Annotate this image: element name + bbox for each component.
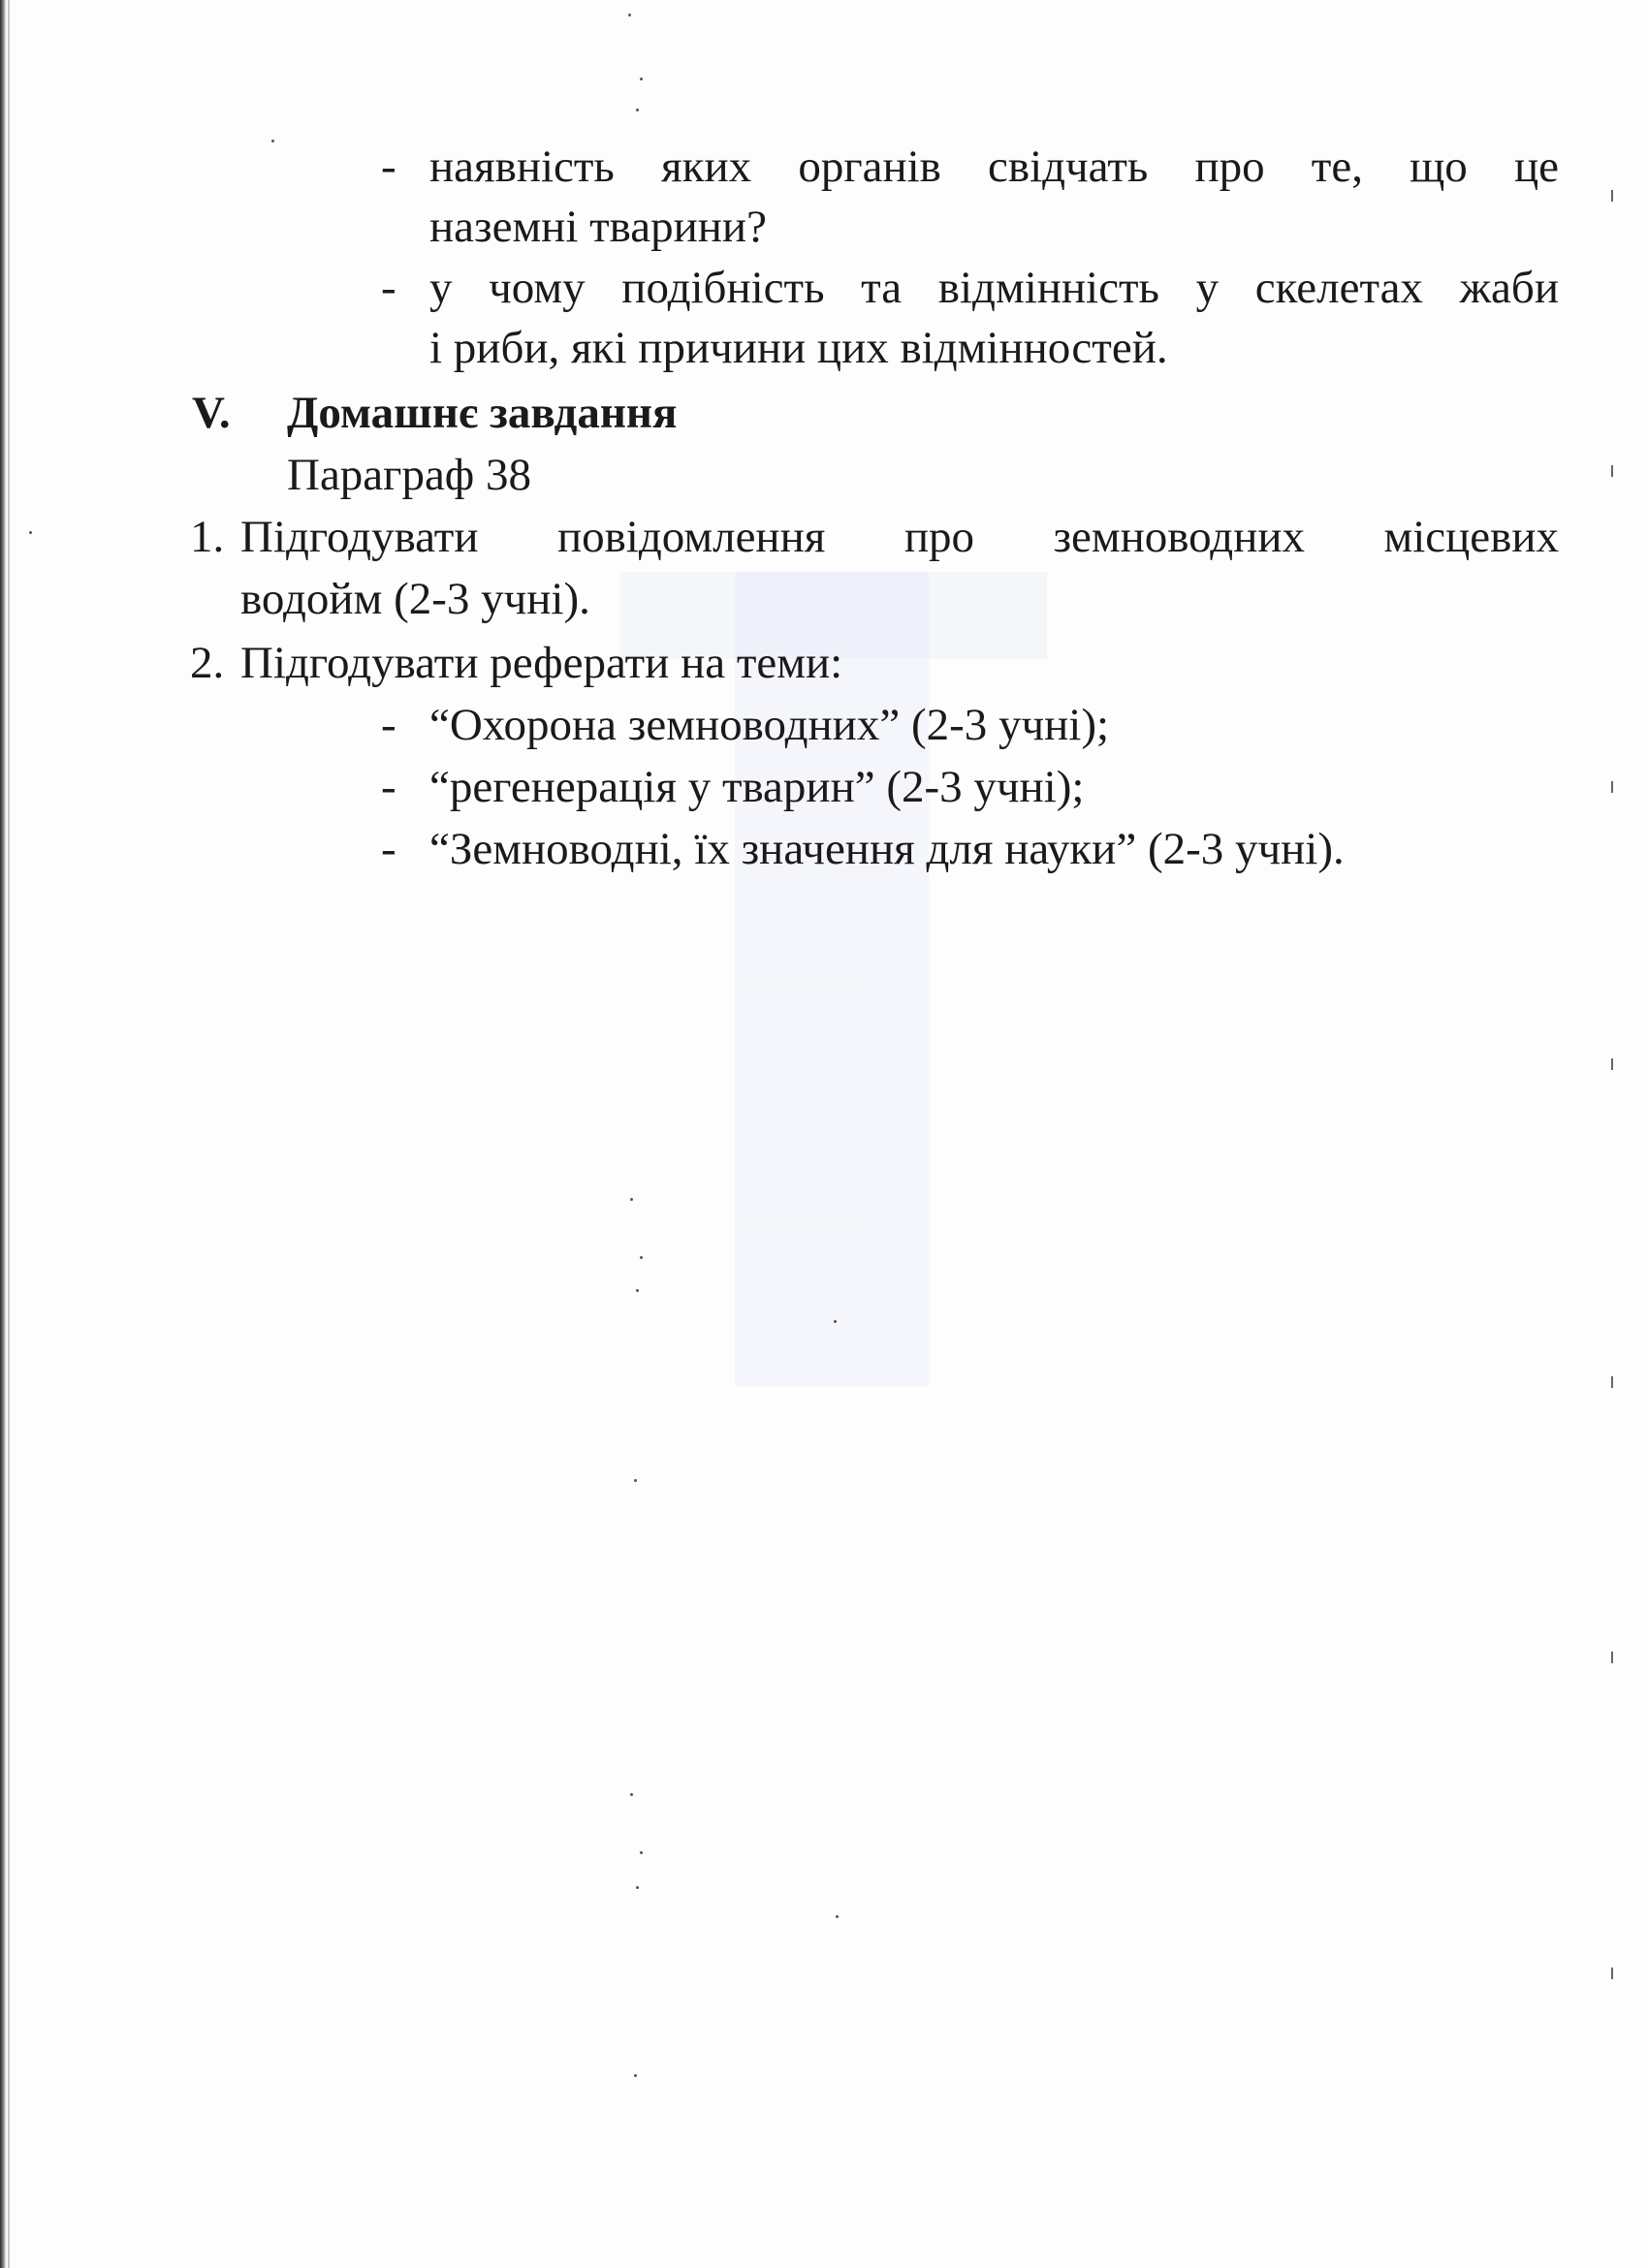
bullet-dash: - [381, 142, 396, 192]
bullet-dash: - [381, 824, 396, 874]
scan-speck [640, 78, 643, 80]
question-2-line-1: у чому подібність та відмінність у скелетах жаби [429, 263, 1559, 313]
scan-speck [636, 1886, 639, 1889]
scan-edge-tick [1611, 1058, 1613, 1070]
question-1-line-1: наявність яких органів свідчать про те, що це [429, 142, 1559, 192]
bullet-dash: - [381, 700, 396, 750]
scan-edge-tick [1611, 465, 1613, 477]
scan-speck [834, 1320, 837, 1323]
scan-speck [630, 1793, 633, 1796]
item-1-line-2: водойм (2-3 учні). [240, 574, 590, 624]
scan-edge-tick [1611, 1376, 1613, 1388]
scan-speck [636, 1289, 639, 1292]
question-2-line-2: і риби, які причини цих відмінностей. [429, 323, 1168, 373]
page-left-edge-shadow [0, 0, 6, 2268]
scan-speck [271, 140, 274, 142]
section-title: Домашнє завдання [287, 388, 678, 438]
scan-speck [836, 1915, 839, 1918]
scan-edge-tick [1611, 1652, 1613, 1663]
scan-speck [640, 1851, 643, 1854]
topic-1: “Охорона земноводних” (2-3 учні); [429, 700, 1110, 750]
scan-speck [636, 109, 639, 111]
paragraph-reference: Параграф 38 [287, 450, 532, 500]
item-2-line-1: Підгодувати реферати на теми: [240, 638, 843, 688]
topic-3: “Земноводні, їх значення для науки” (2-3 учні). [429, 824, 1345, 874]
item-1-number: 1. [190, 512, 225, 562]
scan-edge-tick [1611, 1968, 1613, 1979]
scan-speck [634, 2074, 637, 2077]
scan-speck [628, 14, 631, 16]
scan-speck [630, 1198, 633, 1201]
scan-speck [29, 531, 32, 534]
topic-2: “регенерація у тварин” (2-3 учні); [429, 762, 1085, 812]
item-1-line-1: Підгодувати повідомлення про земноводних місцевих [240, 512, 1559, 562]
scan-edge-tick [1611, 781, 1613, 793]
page-left-edge-line [8, 0, 10, 2268]
section-numeral: V. [192, 388, 231, 438]
bullet-dash: - [381, 762, 396, 812]
question-1-line-2: наземні тварини? [429, 202, 767, 252]
item-2-number: 2. [190, 638, 225, 688]
scan-speck [634, 1479, 637, 1482]
scan-edge-tick [1611, 190, 1613, 202]
scan-bleed-through [735, 572, 929, 1386]
bullet-dash: - [381, 263, 396, 313]
scan-speck [640, 1256, 643, 1259]
